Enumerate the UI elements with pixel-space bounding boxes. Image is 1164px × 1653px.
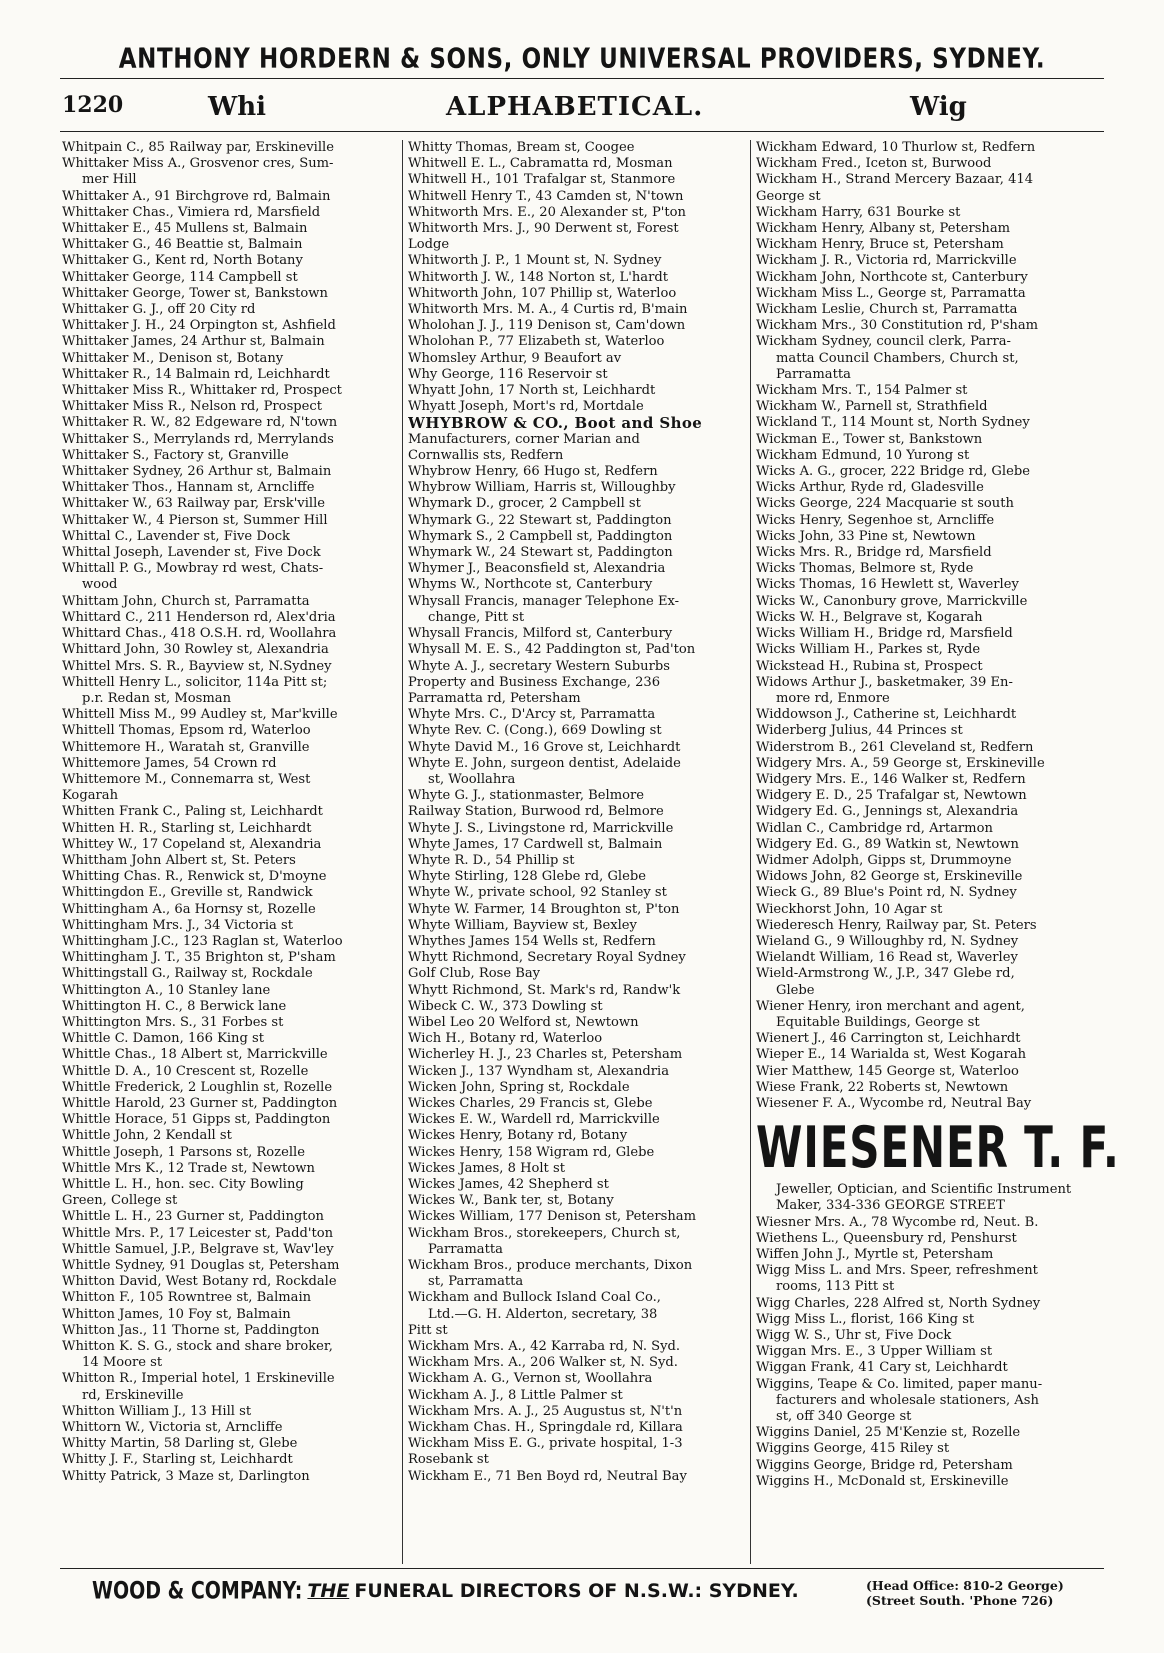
directory-entry-line: Whittle Joseph, 1 Parsons st, Rozelle: [62, 1144, 305, 1160]
directory-entry-line: Wholohan P., 77 Elizabeth st, Waterloo: [408, 334, 665, 350]
directory-entry-line: Whittard Chas., 418 O.S.H. rd, Woollahra: [62, 626, 337, 642]
directory-entry-line: Whitton James, 10 Foy st, Balmain: [62, 1306, 291, 1322]
directory-entry-line: Wiesner Mrs. A., 78 Wycombe rd, Neut. B.: [756, 1214, 1039, 1230]
directory-entry-line: Whitty Martin, 58 Darling st, Glebe: [62, 1436, 298, 1452]
directory-entry-line: Parramatta: [776, 366, 851, 382]
directory-entry-line: Wickham Sydney, council clerk, Parra-: [756, 334, 1011, 350]
directory-entry-line: Widlan C., Cambridge rd, Artarmon: [756, 820, 993, 836]
directory-entry-line: rd, Erskineville: [82, 1387, 184, 1403]
directory-entry-line: Whittingham Mrs. J., 34 Victoria st: [62, 917, 293, 933]
directory-entry-line: Whittemore M., Connemarra st, West: [62, 771, 311, 787]
advert-body: Jeweller, Optician, and Scientific Instrument Maker, 334-336 GEORGE STREET: [776, 1182, 1072, 1214]
directory-entry-line: Kogarah: [62, 788, 118, 804]
directory-entry-line: Whittingham J.C., 123 Raglan st, Waterloo: [62, 933, 343, 949]
directory-entry-line: Glebe: [776, 982, 815, 998]
directory-entry-line: Whittle John, 2 Kendall st: [62, 1128, 232, 1144]
directory-entry-line: Whittaker M., Denison st, Botany: [62, 350, 284, 366]
directory-entry-line: Wicks Arthur, Ryde rd, Gladesville: [756, 480, 984, 496]
directory-entry-line: Whittaker W., 4 Pierson st, Summer Hill: [62, 512, 328, 528]
directory-entry-line: Wicks Thomas, Belmore st, Ryde: [756, 561, 974, 577]
directory-entry-line: p.r. Redan st, Mosman: [82, 690, 232, 706]
directory-entry-line: Whitton K. S. G., stock and share broker,: [62, 1339, 333, 1355]
directory-entry-line: Wibel Leo 20 Welford st, Newtown: [408, 1014, 639, 1030]
directory-entry-line: Whymark D., grocer, 2 Campbell st: [408, 496, 641, 512]
directory-entry-line: Whyte E. John, surgeon dentist, Adelaide: [408, 755, 681, 771]
running-head: [60, 92, 1104, 126]
footer-advert: [92, 1577, 799, 1620]
directory-entry-line: Wield-Armstrong W., J.P., 347 Glebe rd,: [756, 966, 1015, 982]
directory-entry-line: WHYBROW & CO., Boot and Shoe: [408, 415, 703, 432]
section-title: ALPHABETICAL.: [446, 92, 704, 122]
directory-entry-line: Whittaker George, 114 Campbell st: [62, 269, 298, 285]
directory-entry-line: wood: [82, 577, 118, 593]
directory-entry-line: Whyte W. Farmer, 14 Broughton st, P'ton: [408, 901, 680, 917]
directory-entry-line: Wickham Bros., storekeepers, Church st,: [408, 1225, 681, 1241]
directory-entry-line: Wickham A. J., 8 Little Palmer st: [408, 1387, 623, 1403]
directory-entry-line: Whyatt John, 17 North st, Leichhardt: [408, 383, 656, 399]
directory-entry-line: Wieper E., 14 Warialda st, West Kogarah: [756, 1047, 1027, 1063]
directory-entry-line: matta Council Chambers, Church st,: [776, 350, 1019, 366]
directory-entry-line: Wickham Henry, Bruce st, Petersham: [756, 237, 1004, 253]
directory-entry-line: change, Pitt st: [428, 609, 525, 625]
directory-entry-line: Green, College st: [62, 1193, 178, 1209]
directory-entry-line: Whitten H. R., Starling st, Leichhardt: [62, 820, 312, 836]
directory-entry-line: Whyte R. D., 54 Phillip st: [408, 852, 575, 868]
directory-column-2: [408, 140, 742, 1485]
directory-entry-line: Whitton R., Imperial hotel, 1 Erskineville: [62, 1371, 335, 1387]
directory-entry-line: Whittle Sydney, 91 Douglas st, Petersham: [62, 1258, 340, 1274]
directory-entry-line: Whymark S., 2 Campbell st, Paddington: [408, 528, 673, 544]
directory-entry-line: Whittington Mrs. S., 31 Forbes st: [62, 1014, 284, 1030]
directory-entry-line: Whittaker Miss A., Grosvenor cres, Sum-: [62, 156, 334, 172]
directory-entry-line: Whysall M. E. S., 42 Paddington st, Pad'ton: [408, 642, 696, 658]
directory-entry-line: Whyte J. S., Livingstone rd, Marrickville: [408, 820, 674, 836]
directory-entry-line: Widerstrom B., 261 Cleveland st, Redfern: [756, 739, 1034, 755]
directory-entry-line: Whittingham A., 6a Hornsy st, Rozelle: [62, 901, 316, 917]
directory-entry-line: Ltd.—G. H. Alderton, secretary, 38: [428, 1306, 658, 1322]
directory-entry-line: Wickham Mrs., 30 Constitution rd, P'sham: [756, 318, 1039, 334]
directory-entry-line: George st: [756, 188, 821, 204]
directory-entry-line: Whyte A. J., secretary Western Suburbs: [408, 658, 670, 674]
directory-entry-line: Cornwallis sts, Redfern: [408, 447, 564, 463]
directory-entry-line: Wickes Henry, Botany rd, Botany: [408, 1128, 628, 1144]
directory-entry-line: Wiggan Mrs. E., 3 Upper William st: [756, 1344, 993, 1360]
directory-entry-line: Wigg Charles, 228 Alfred st, North Sydney: [756, 1295, 1041, 1311]
footer-company: WOOD & COMPANY:: [92, 1577, 303, 1605]
column-divider: [750, 140, 751, 1564]
directory-entry-line: Whitworth John, 107 Phillip st, Waterloo: [408, 285, 677, 301]
directory-entry-line: Parramatta: [428, 1241, 503, 1257]
directory-entry-line: Wieck G., 89 Blue's Point rd, N. Sydney: [756, 885, 1017, 901]
directory-entry-line: Whybrow William, Harris st, Willoughby: [408, 480, 676, 496]
directory-entry-line: Whitwell Henry T., 43 Camden st, N'town: [408, 188, 684, 204]
directory-entry-line: Whittey W., 17 Copeland st, Alexandria: [62, 836, 322, 852]
directory-entry-line: Whittell Henry L., solicitor, 114a Pitt st;: [62, 674, 328, 690]
directory-entry-line: Whittaker E., 45 Mullens st, Balmain: [62, 221, 308, 237]
directory-entry-line: Whitty J. F., Starling st, Leichhardt: [62, 1452, 293, 1468]
footer-address-note: [866, 1578, 1064, 1608]
directory-entry-line: Whittaker James, 24 Arthur st, Balmain: [62, 334, 325, 350]
directory-entry-line: Wickham Miss L., George st, Parramatta: [756, 285, 1026, 301]
directory-entry-line: Whittaker Chas., Vimiera rd, Marsfield: [62, 204, 321, 220]
directory-entry-line: Wickham Henry, Albany st, Petersham: [756, 221, 1011, 237]
directory-entry-line: st, Woollahra: [428, 771, 516, 787]
directory-entry-line: Whittle L. H., 23 Gurner st, Paddington: [62, 1209, 324, 1225]
directory-entry-line: Wicken John, Spring st, Rockdale: [408, 1079, 630, 1095]
directory-entry-line: Whitworth Mrs. E., 20 Alexander st, P'ton: [408, 204, 686, 220]
directory-entry-line: Wickland T., 114 Mount st, North Sydney: [756, 415, 1030, 431]
directory-column-3: [756, 140, 1120, 1490]
directory-entry-line: Whymark G., 22 Stewart st, Paddington: [408, 512, 672, 528]
column-divider: [402, 140, 403, 1564]
directory-entry-line: Whittall P. G., Mowbray rd west, Chats-: [62, 561, 324, 577]
directory-entry-line: Whitworth Mrs. M. A., 4 Curtis rd, B'main: [408, 302, 688, 318]
directory-entry-line: Wickham and Bullock Island Coal Co.,: [408, 1290, 661, 1306]
directory-entry-line: Wickham Edmund, 10 Yurong st: [756, 447, 970, 463]
directory-column-1: [62, 140, 396, 1485]
directory-entry-line: Wiggins George, 415 Riley st: [756, 1441, 950, 1457]
directory-entry-line: Wickham John, Northcote st, Canterbury: [756, 269, 1028, 285]
directory-entry-line: Wibeck C. W., 373 Dowling st: [408, 998, 603, 1014]
directory-entry-line: Widgery E. D., 25 Trafalgar st, Newtown: [756, 788, 1027, 804]
directory-entry-line: Whittaker G. J., off 20 City rd: [62, 302, 256, 318]
directory-entry-line: Whythes James 154 Wells st, Redfern: [408, 933, 656, 949]
directory-entry-line: Whitty Thomas, Bream st, Coogee: [408, 140, 635, 155]
directory-entry-line: Whitton Jas., 11 Thorne st, Paddington: [62, 1322, 320, 1338]
directory-entry-line: Wiesener F. A., Wycombe rd, Neutral Bay: [756, 1095, 1032, 1111]
directory-entry-line: Whittaker R., 14 Balmain rd, Leichhardt: [62, 366, 330, 382]
directory-entry-line: Wicks A. G., grocer, 222 Bridge rd, Glebe: [756, 464, 1030, 480]
directory-entry-line: Whittaker Thos., Hannam st, Arncliffe: [62, 480, 315, 496]
directory-entry-line: Wickes W., Bank ter, st, Botany: [408, 1193, 614, 1209]
directory-entry-line: Whittaker A., 91 Birchgrove rd, Balmain: [62, 188, 331, 204]
directory-entry-line: more rd, Enmore: [776, 690, 890, 706]
directory-entry-line: Wielandt William, 16 Read st, Waverley: [756, 950, 1018, 966]
directory-entry-line: Widgery Ed. G., 89 Watkin st, Newtown: [756, 836, 1019, 852]
directory-entry-line: Wickham Leslie, Church st, Parramatta: [756, 302, 1018, 318]
directory-entry-line: Wickham E., 71 Ben Boyd rd, Neutral Bay: [408, 1468, 687, 1484]
directory-entry-line: Wicks Thomas, 16 Hewlett st, Waverley: [756, 577, 1019, 593]
directory-entry-line: Wickham Mrs. T., 154 Palmer st: [756, 383, 968, 399]
directory-entry-line: Wicks Mrs. R., Bridge rd, Marsfield: [756, 545, 992, 561]
directory-entry-line: Whytt Richmond, Secretary Royal Sydney: [408, 950, 686, 966]
directory-entry-line: Widmer Adolph, Gipps st, Drummoyne: [756, 852, 1012, 868]
directory-entry-line: Golf Club, Rose Bay: [408, 966, 541, 982]
directory-entry-line: Whyms W., Northcote st, Canterbury: [408, 577, 653, 593]
directory-entry-line: Wickham A. G., Vernon st, Woollahra: [408, 1371, 653, 1387]
directory-entry-line: Wier Matthew, 145 George st, Waterloo: [756, 1063, 1019, 1079]
directory-entry-line: st, Parramatta: [428, 1274, 524, 1290]
directory-entry-line: Whitton F., 105 Rowntree st, Balmain: [62, 1290, 312, 1306]
directory-entry-line: Wickham Edward, 10 Thurlow st, Redfern: [756, 140, 1036, 155]
directory-entry-line: Wiese Frank, 22 Roberts st, Newtown: [756, 1079, 1009, 1095]
directory-entry-line: Widgery Mrs. A., 59 George st, Erskineville: [756, 755, 1045, 771]
directory-entry-line: Whyte David M., 16 Grove st, Leichhardt: [408, 739, 681, 755]
footer-the: THE: [307, 1580, 350, 1602]
directory-entry-line: Whittle D. A., 10 Crescent st, Rozelle: [62, 1063, 309, 1079]
directory-entry-line: Whyte W., private school, 92 Stanley st: [408, 885, 667, 901]
directory-entry-line: Wieckhorst John, 10 Agar st: [756, 901, 943, 917]
directory-entry-line: Wickham Mrs. A. J., 25 Augustus st, N't'n: [408, 1403, 683, 1419]
directory-entry-line: Whittard C., 211 Henderson rd, Alex'dria: [62, 609, 336, 625]
directory-entry-line: Whymark W., 24 Stewart st, Paddington: [408, 545, 673, 561]
page-banner: ANTHONY HORDERN & SONS, ONLY UNIVERSAL PROVIDERS, SYDNEY.: [118, 43, 1046, 75]
directory-entry-line: Whittle Samuel, J.P., Belgrave st, Wav'ley: [62, 1241, 334, 1257]
directory-entry-line: Wickes Henry, 158 Wigram rd, Glebe: [408, 1144, 655, 1160]
directory-entry-line: Wiggins, Teape & Co. limited, paper manu-: [756, 1376, 1043, 1392]
top-rule: [60, 78, 1104, 79]
directory-entry-line: Whitwell E. L., Cabramatta rd, Mosman: [408, 156, 673, 172]
directory-entry-line: Whittaker Miss R., Nelson rd, Prospect: [62, 399, 323, 415]
footer-tagline: FUNERAL DIRECTORS OF N.S.W.: SYDNEY.: [354, 1580, 799, 1602]
directory-entry-line: Wiener Henry, iron merchant and agent,: [756, 998, 1025, 1014]
directory-entry-line: Whittington H. C., 8 Berwick lane: [62, 998, 287, 1014]
footer-note-line-2: (Street South. 'Phone 726): [866, 1593, 1054, 1608]
directory-entry-line: Widows John, 82 George st, Erskineville: [756, 869, 1023, 885]
directory-entry-line: Wienert J., 46 Carrington st, Leichhardt: [756, 1031, 1021, 1047]
directory-entry-line: Whittingham J. T., 35 Brighton st, P'sham: [62, 950, 336, 966]
directory-entry-line: Whittard John, 30 Rowley st, Alexandria: [62, 642, 329, 658]
directory-entry-line: Wicks Henry, Segenhoe st, Arncliffe: [756, 512, 995, 528]
directory-entry-line: Whittham John Albert st, St. Peters: [62, 852, 296, 868]
directory-entry-line: Whyte William, Bayview st, Bexley: [408, 917, 637, 933]
directory-entry-line: Wholohan J. J., 119 Denison st, Cam'down: [408, 318, 686, 334]
directory-entry-line: Whittle Chas., 18 Albert st, Marrickville: [62, 1047, 328, 1063]
directory-entry-line: Whittaker W., 63 Railway par, Ersk'ville: [62, 496, 326, 512]
directory-entry-line: Equitable Buildings, George st: [776, 1014, 980, 1030]
directory-entry-line: Wickham W., Parnell st, Strathfield: [756, 399, 988, 415]
directory-entry-line: Wickham Fred., Iceton st, Burwood: [756, 156, 992, 172]
directory-entry-line: Wiffen John J., Myrtle st, Petersham: [756, 1247, 994, 1262]
directory-entry-line: Wiggins George, Bridge rd, Petersham: [756, 1457, 1013, 1473]
directory-entry-line: Whitty Patrick, 3 Maze st, Darlington: [62, 1468, 310, 1484]
directory-entry-line: st, off 340 George st: [776, 1409, 912, 1425]
directory-entry-line: Whittaker R. W., 82 Edgeware rd, N'town: [62, 415, 338, 431]
directory-entry-line: Wicks W., Canonbury grove, Marrickville: [756, 593, 1028, 609]
guide-word-right: Wig: [910, 92, 967, 122]
directory-entry-line: Wickes William, 177 Denison st, Petersham: [408, 1209, 696, 1225]
directory-entry-line: Whitworth J. P., 1 Mount st, N. Sydney: [408, 253, 662, 269]
directory-entry-line: Wickes James, 8 Holt st: [408, 1160, 565, 1176]
directory-entry-line: Wickham H., Strand Mercery Bazaar, 414: [756, 172, 1034, 188]
directory-entry-line: Why George, 116 Reservoir st: [408, 366, 608, 382]
directory-entry-line: Whittell Miss M., 99 Audley st, Mar'kville: [62, 707, 338, 723]
directory-entry-line: Whittle C. Damon, 166 King st: [62, 1031, 265, 1047]
directory-entry-line: Whittle L. H., hon. sec. City Bowling: [62, 1177, 304, 1192]
directory-entry-line: Whytt Richmond, St. Mark's rd, Randw'k: [408, 982, 681, 998]
directory-entry-line: Whittle Harold, 23 Gurner st, Paddington: [62, 1095, 338, 1111]
directory-entry-line: Wicks William H., Parkes st, Ryde: [756, 642, 981, 658]
directory-entry-line: Wickham Chas. H., Springdale rd, Killara: [408, 1420, 683, 1436]
directory-entry-line: Wickes James, 42 Shepherd st: [408, 1177, 609, 1192]
advertisement: [756, 1114, 1120, 1214]
directory-entry-line: Wigg Miss L., florist, 166 King st: [756, 1311, 975, 1327]
directory-entry-line: Wich H., Botany rd, Waterloo: [408, 1031, 603, 1047]
directory-entry-line: Wickham Mrs. A., 206 Walker st, N. Syd.: [408, 1355, 678, 1371]
directory-entry-line: Widdowson J., Catherine st, Leichhardt: [756, 707, 1017, 723]
directory-entry-line: Wickham Bros., produce merchants, Dixon: [408, 1258, 693, 1274]
directory-entry-line: Wickes Charles, 29 Francis st, Glebe: [408, 1095, 653, 1111]
directory-entry-line: Property and Business Exchange, 236: [408, 674, 661, 690]
directory-entry-line: Whymer J., Beaconsfield st, Alexandria: [408, 561, 666, 577]
directory-entry-line: Wiggins H., McDonald st, Erskineville: [756, 1473, 1009, 1489]
directory-entry-line: Wicherley H. J., 23 Charles st, Petersham: [408, 1047, 683, 1063]
directory-entry-line: Whittell Thomas, Epsom rd, Waterloo: [62, 723, 311, 739]
directory-entry-line: Whyte Stirling, 128 Glebe rd, Glebe: [408, 869, 646, 885]
directory-entry-line: Whittle Horace, 51 Gipps st, Paddington: [62, 1112, 331, 1128]
directory-entry-line: Whittaker Miss R., Whittaker rd, Prospect: [62, 383, 342, 399]
directory-entry-line: Manufacturers, corner Marian and: [408, 431, 640, 447]
directory-entry-line: Whomsley Arthur, 9 Beaufort av: [408, 350, 622, 366]
directory-entry-line: Wickham Mrs. A., 42 Karraba rd, N. Syd.: [408, 1339, 681, 1355]
directory-entry-line: Wickham J. R., Victoria rd, Marrickville: [756, 253, 1017, 269]
directory-entry-line: Wickham Harry, 631 Bourke st: [756, 204, 961, 220]
directory-entry-line: Wicks George, 224 Macquarie st south: [756, 496, 1014, 512]
directory-entry-line: Whitton William J., 13 Hill st: [62, 1403, 252, 1419]
directory-entry-line: Whitworth J. W., 148 Norton st, L'hardt: [408, 269, 668, 285]
directory-entry-line: Wieland G., 9 Willoughby rd, N. Sydney: [756, 933, 1019, 949]
directory-entry-line: Whittingdon E., Greville st, Randwick: [62, 885, 313, 901]
directory-entry-line: Whittaker S., Factory st, Granville: [62, 447, 289, 463]
directory-entry-line: Whysall Francis, Milford st, Canterbury: [408, 626, 673, 642]
directory-entry-line: Wigg Miss L. and Mrs. Speer, refreshment: [756, 1263, 1038, 1279]
directory-entry-line: Whittaker J. H., 24 Orpington st, Ashfield: [62, 318, 336, 334]
directory-entry-line: Widerberg Julius, 44 Princes st: [756, 723, 963, 739]
directory-entry-line: Whyte G. J., stationmaster, Belmore: [408, 788, 645, 804]
directory-entry-line: Rosebank st: [408, 1452, 489, 1468]
directory-entry-line: Wicken J., 137 Wyndham st, Alexandria: [408, 1063, 670, 1079]
directory-entry-line: Wickstead H., Rubina st, Prospect: [756, 658, 983, 674]
directory-entry-line: Wiederesch Henry, Railway par, St. Peters: [756, 917, 1037, 933]
footer-rule: [60, 1568, 1104, 1569]
header-rule: [60, 131, 1104, 132]
directory-entry-line: facturers and wholesale stationers, Ash: [776, 1392, 1039, 1408]
directory-entry-line: Lodge: [408, 237, 450, 253]
directory-entry-line: Widgery Mrs. E., 146 Walker st, Redfern: [756, 771, 1026, 787]
directory-entry-line: Whittorn W., Victoria st, Arncliffe: [62, 1420, 283, 1436]
advert-title: WIESENER T. F.: [756, 1114, 1120, 1181]
directory-entry-line: Whittaker G., Kent rd, North Botany: [62, 253, 303, 269]
directory-entry-line: Whittington A., 10 Stanley lane: [62, 982, 271, 998]
directory-entry-line: 14 Moore st: [82, 1355, 163, 1371]
directory-entry-line: Whittal Joseph, Lavender st, Five Dock: [62, 545, 321, 561]
directory-entry-line: Wicks W. H., Belgrave st, Kogarah: [756, 609, 983, 625]
directory-entry-line: Wiggan Frank, 41 Cary st, Leichhardt: [756, 1360, 1008, 1376]
directory-entry-line: Whittle Frederick, 2 Loughlin st, Rozelle: [62, 1079, 333, 1095]
directory-entry-line: Whysall Francis, manager Telephone Ex-: [408, 593, 680, 609]
directory-entry-line: Widows Arthur J., basketmaker, 39 En-: [756, 674, 1013, 690]
directory-entry-line: Wickham Miss E. G., private hospital, 1-3: [408, 1436, 683, 1452]
directory-entry-line: Pitt st: [408, 1322, 448, 1338]
directory-entry-line: Railway Station, Burwood rd, Belmore: [408, 804, 664, 820]
directory-entry-line: Wigg W. S., Uhr st, Five Dock: [756, 1328, 952, 1344]
directory-entry-line: Whittel Mrs. S. R., Bayview st, N.Sydney: [62, 658, 332, 674]
directory-entry-line: Wiethens L., Queensbury rd, Penshurst: [756, 1230, 1017, 1246]
directory-entry-line: Whitwell H., 101 Trafalgar st, Stanmore: [408, 172, 676, 188]
directory-entry-line: Whitpain C., 85 Railway par, Erskineville: [62, 140, 334, 155]
directory-entry-line: Whittal C., Lavender st, Five Dock: [62, 528, 290, 544]
directory-entry-line: Whitworth Mrs. J., 90 Derwent st, Forest: [408, 221, 679, 237]
directory-entry-line: Whitten Frank C., Paling st, Leichhardt: [62, 804, 323, 820]
directory-entry-line: Wiggins Daniel, 25 M'Kenzie st, Rozelle: [756, 1425, 1021, 1441]
guide-word-left: Whi: [208, 92, 266, 122]
directory-entry-line: Whybrow Henry, 66 Hugo st, Redfern: [408, 464, 658, 480]
directory-entry-line: Whittemore H., Waratah st, Granville: [62, 739, 310, 755]
directory-entry-line: Whyte James, 17 Cardwell st, Balmain: [408, 836, 663, 852]
directory-entry-line: Whittemore James, 54 Crown rd: [62, 755, 277, 771]
directory-entry-line: Whittle Mrs. P., 17 Leicester st, Padd'ton: [62, 1225, 334, 1241]
directory-entry-line: mer Hill: [82, 172, 137, 188]
directory-entry-line: Parramatta rd, Petersham: [408, 690, 581, 706]
directory-entry-line: Wicks William H., Bridge rd, Marsfield: [756, 626, 1013, 642]
directory-entry-line: Widgery Ed. G., Jennings st, Alexandria: [756, 804, 1019, 820]
directory-entry-line: Wickes E. W., Wardell rd, Marrickville: [408, 1112, 660, 1128]
directory-entry-line: Whittaker George, Tower st, Bankstown: [62, 285, 328, 301]
directory-entry-line: Whittaker G., 46 Beattie st, Balmain: [62, 237, 303, 253]
directory-entry-line: Whittle Mrs K., 12 Trade st, Newtown: [62, 1160, 315, 1176]
directory-entry-line: Whitton David, West Botany rd, Rockdale: [62, 1274, 337, 1290]
directory-entry-line: Whitting Chas. R., Renwick st, D'moyne: [62, 869, 327, 885]
directory-entry-line: rooms, 113 Pitt st: [776, 1279, 895, 1295]
directory-entry-line: Whyatt Joseph, Mort's rd, Mortdale: [408, 399, 644, 415]
page-number: 1220: [62, 92, 124, 118]
directory-entry-line: Wicks John, 33 Pine st, Newtown: [756, 528, 976, 544]
directory-entry-line: Whyte Rev. C. (Cong.), 669 Dowling st: [408, 723, 662, 739]
directory-entry-line: Whittam John, Church st, Parramatta: [62, 593, 310, 609]
directory-entry-line: Wickman E., Tower st, Bankstown: [756, 431, 983, 447]
directory-entry-line: Whyte Mrs. C., D'Arcy st, Parramatta: [408, 707, 656, 723]
directory-entry-line: Whittaker S., Merrylands rd, Merrylands: [62, 431, 334, 447]
directory-entry-line: Whittingstall G., Railway st, Rockdale: [62, 966, 313, 982]
footer-note-line-1: (Head Office: 810-2 George): [866, 1578, 1064, 1593]
directory-entry-line: Whittaker Sydney, 26 Arthur st, Balmain: [62, 464, 332, 480]
